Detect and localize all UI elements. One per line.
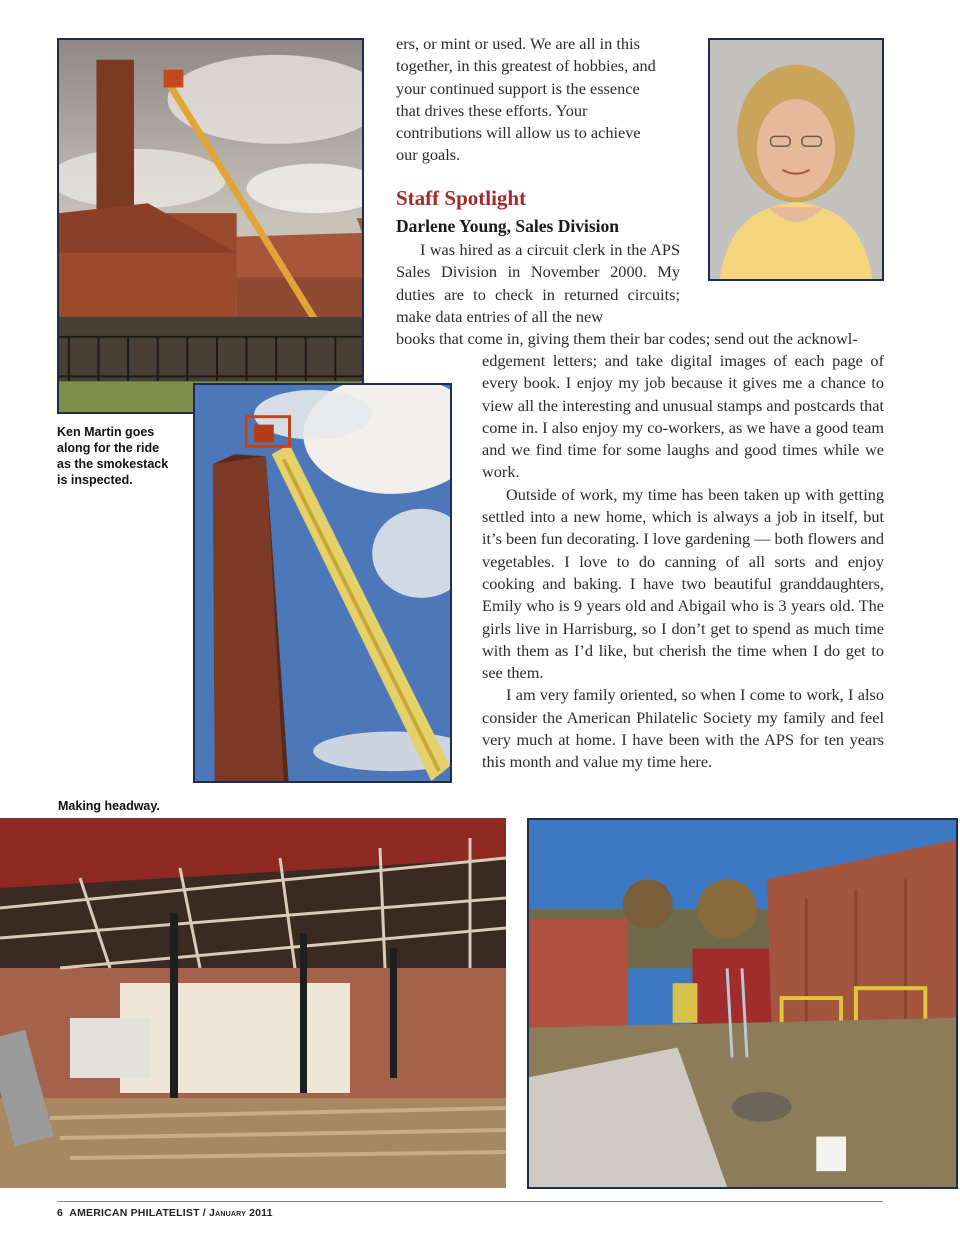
smokestack-photo bbox=[57, 38, 364, 414]
article-intro-text: ers, or mint or used. We are all in this together, in this greatest of hobbies, and your continued support is the essence that drives these efforts. Your contributions will allow us to achieve our goals. bbox=[396, 34, 656, 165]
paragraph-1-end: edgement letters; and take digital images of each page of every book. I enjoy my job because it gives me a chance to view all the interesting and unusual stamps and postcards that come in. I also enjoy my co-workers, as we have a good team and we find time for some laughs and good times while we work. bbox=[482, 351, 884, 482]
smokestack-caption: Ken Martin goes along for the ride as the smokestack is inspected. bbox=[57, 425, 169, 487]
footer-rule bbox=[57, 1201, 883, 1202]
paragraph-3: I am very family oriented, so when I come to work, I also consider the American Philatelic Society my family and feel very much at home. I have been with the APS for ten years this month and value my time here. bbox=[482, 685, 884, 772]
page-footer bbox=[57, 1207, 273, 1219]
headway-caption: Making headway. bbox=[58, 799, 160, 813]
paragraph-1-start: I was hired as a circuit clerk in the APS Sales Division in November 2000. My duties are to check in returned circuits; make data entries of all the new bbox=[396, 240, 680, 326]
page-number: 6 bbox=[57, 1207, 64, 1219]
article-body bbox=[482, 350, 884, 774]
paragraph-1-wide-line: books that come in, giving them their bar codes; send out the acknowl- bbox=[396, 329, 858, 348]
publication-name: AMERICAN PHILATELIST bbox=[69, 1207, 200, 1219]
courtyard-construction-photo bbox=[527, 818, 958, 1189]
footer-separator: / bbox=[199, 1207, 210, 1219]
interior-construction-photo bbox=[0, 818, 506, 1188]
issue-date: January 2011 bbox=[209, 1207, 273, 1219]
paragraph-2: Outside of work, my time has been taken up with getting settled into a new home, which is always a job in itself, but it’s been fun decorating. I love gardening — both flowers and vegetables. I love to do canning of all sorts and enjoy cooking and baking. I have two beautiful granddaughters, Emily who is 9 years old and Abigail who is 3 years old. The girls live in Harrisburg, so I don’t get to spend as much time with them as I’d like, but cherish the time when I do get to see them. bbox=[482, 484, 884, 683]
staff-portrait-photo bbox=[708, 38, 884, 281]
section-heading: Staff Spotlight bbox=[396, 186, 527, 210]
spotlight-name: Darlene Young, Sales Division bbox=[396, 216, 619, 236]
lift-closeup-photo bbox=[193, 383, 452, 783]
